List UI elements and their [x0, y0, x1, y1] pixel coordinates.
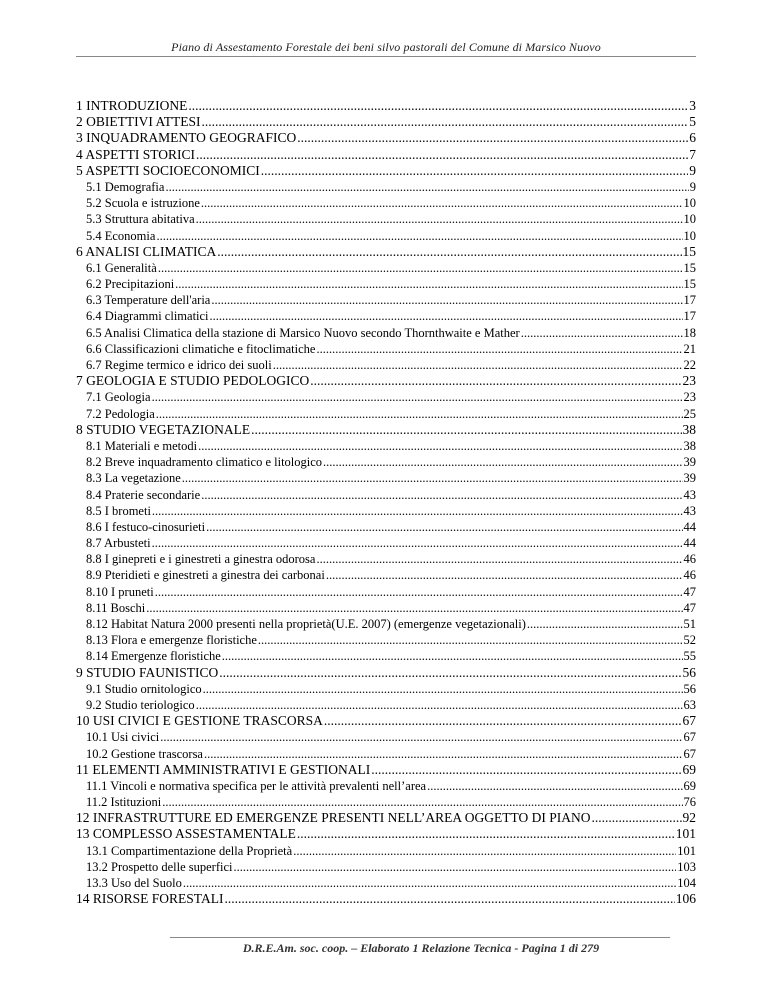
toc-dot-leader: [175, 276, 682, 292]
toc-entry[interactable]: [76, 632, 696, 648]
toc-dot-leader: [316, 341, 682, 357]
toc-entry-title: 8.5 I brometi: [86, 503, 151, 518]
toc-dot-leader: [293, 843, 676, 859]
toc-entry-title: 11.2 Istituzioni: [86, 795, 162, 810]
toc-dot-leader: [183, 875, 676, 891]
toc-entry-page: 101: [675, 826, 696, 842]
toc-dot-leader: [323, 454, 682, 470]
toc-entry-title: 8.8 I ginepreti e i ginestreti a ginestra odorosa: [86, 552, 316, 567]
toc-dot-leader: [234, 859, 677, 875]
toc-dot-leader: [206, 519, 682, 535]
toc-dot-leader: [152, 535, 683, 551]
toc-entry[interactable]: [76, 292, 696, 308]
toc-entry-title: 8.10 I pruneti: [86, 584, 154, 599]
toc-entry[interactable]: [76, 665, 696, 681]
toc-entry[interactable]: [76, 681, 696, 697]
toc-entry[interactable]: [76, 891, 696, 907]
toc-entry-page: 69: [682, 761, 696, 777]
toc-dot-leader: [261, 163, 688, 179]
toc-entry-title: 13.3 Uso del Suolo: [86, 876, 182, 890]
toc-dot-leader: [196, 147, 688, 163]
toc-dot-leader: [316, 551, 682, 567]
toc-entry-page: 76: [683, 795, 696, 810]
toc-entry[interactable]: [76, 859, 696, 875]
toc-entry[interactable]: [76, 729, 696, 745]
toc-dot-leader: [211, 292, 682, 308]
toc-dot-leader: [162, 794, 682, 810]
toc-dot-leader: [258, 632, 683, 648]
toc-entry-title: 7.1 Geologia: [86, 390, 151, 405]
toc-entry-title: 9.1 Studio ornitologico: [86, 681, 202, 696]
toc-entry[interactable]: [76, 341, 696, 357]
toc-entry-page: 17: [683, 293, 696, 308]
toc-entry[interactable]: [76, 584, 696, 600]
toc-dot-leader: [591, 810, 681, 826]
toc-entry[interactable]: [76, 260, 696, 276]
toc-entry-title: 8.12 Habitat Natura 2000 presenti nella proprietà(U.E. 2007) (emergenze vegetazionali): [86, 617, 526, 631]
toc-entry-page: 47: [683, 600, 696, 615]
page-header: Piano di Assestamento Forestale dei beni silvo pastorali del Comune di Marsico Nuovo: [171, 40, 601, 54]
toc-entry-page: 63: [683, 697, 696, 712]
toc-entry-title: 6.2 Precipitazioni: [86, 277, 175, 292]
toc-entry[interactable]: [76, 422, 696, 438]
toc-entry-title: 6 ANALISI CLIMATICA: [76, 243, 217, 259]
toc-entry[interactable]: [76, 406, 696, 422]
toc-entry-page: 15: [682, 243, 696, 259]
toc-entry-page: 92: [682, 810, 696, 826]
toc-entry[interactable]: [76, 762, 696, 778]
toc-dot-leader: [521, 325, 683, 341]
toc-entry[interactable]: [76, 535, 696, 551]
toc-entry[interactable]: [76, 875, 696, 891]
toc-dot-leader: [210, 308, 683, 324]
toc-entry-page: 67: [682, 713, 696, 729]
toc-dot-leader: [251, 422, 681, 438]
toc-entry-title: 5 ASPETTI SOCIOECONOMICI: [76, 162, 260, 178]
toc-entry[interactable]: [76, 98, 696, 114]
toc-entry-title: 13 COMPLESSO ASSESTAMENTALE: [76, 826, 296, 842]
toc-entry[interactable]: [76, 130, 696, 146]
toc-entry[interactable]: [76, 826, 696, 842]
toc-dot-leader: [204, 746, 683, 762]
toc-entry-page: 9: [689, 179, 696, 194]
toc-entry-page: 103: [677, 859, 696, 874]
toc-entry-title: 5.4 Economia: [86, 228, 156, 243]
toc-entry-page: 22: [683, 358, 696, 372]
toc-dot-leader: [165, 179, 688, 195]
toc-entry[interactable]: [76, 519, 696, 535]
toc-dot-leader: [297, 826, 675, 842]
toc-dot-leader: [201, 195, 683, 211]
toc-entry-title: 8.3 La vegetazione: [86, 471, 181, 486]
toc-dot-leader: [152, 389, 683, 405]
toc-entry[interactable]: [76, 454, 696, 470]
toc-dot-leader: [326, 567, 683, 583]
page-footer: D.R.E.Am. soc. coop. – Elaborato 1 Relazione Tecnica - Pagina 1 di 279: [242, 941, 600, 955]
toc-entry[interactable]: [76, 600, 696, 616]
toc-entry-title: 8.7 Arbusteti: [86, 536, 151, 551]
toc-dot-leader: [196, 697, 683, 713]
toc-entry-page: 9: [689, 162, 696, 178]
toc-entry-page: 23: [683, 390, 696, 405]
toc-entry-title: 10.2 Gestione trascorsa: [86, 746, 203, 761]
toc-entry-page: 106: [675, 891, 696, 907]
toc-entry-page: 55: [683, 649, 696, 664]
toc-entry[interactable]: [76, 325, 696, 341]
toc-dot-leader: [158, 260, 683, 276]
toc-entry-page: 43: [683, 503, 696, 518]
table-of-contents: [76, 98, 696, 907]
toc-dot-leader: [224, 891, 674, 907]
toc-entry[interactable]: [76, 746, 696, 762]
toc-entry-title: 6.5 Analisi Climatica della stazione di Marsico Nuovo secondo Thornthwaite e Mather: [86, 325, 520, 340]
toc-dot-leader: [222, 648, 683, 664]
toc-entry-title: 6.7 Regime termico e idrico dei suoli: [86, 358, 272, 372]
toc-entry-title: 11 ELEMENTI AMMINISTRATIVI E GESTIONALI: [76, 761, 371, 777]
toc-entry-page: 18: [683, 325, 696, 340]
toc-dot-leader: [297, 130, 688, 146]
toc-entry-title: 8.11 Boschi: [86, 600, 146, 615]
toc-entry-page: 10: [683, 196, 696, 211]
toc-entry-title: 8.9 Pteridieti e ginestreti a ginestra dei carbonai: [86, 568, 325, 583]
toc-entry-title: 6.4 Diagrammi climatici: [86, 309, 209, 324]
toc-entry-page: 52: [683, 633, 696, 648]
toc-entry-page: 15: [683, 277, 696, 292]
toc-entry-title: 5.3 Struttura abitativa: [86, 212, 195, 227]
toc-entry-page: 101: [677, 843, 696, 858]
toc-entry-page: 15: [683, 260, 696, 275]
toc-dot-leader: [156, 406, 683, 422]
toc-entry-title: 14 RISORSE FORESTALI: [76, 891, 224, 907]
toc-entry[interactable]: [76, 794, 696, 810]
toc-entry-page: 47: [683, 584, 696, 599]
toc-dot-leader: [427, 778, 682, 794]
toc-entry-page: 67: [683, 746, 696, 761]
toc-entry-page: 39: [683, 455, 696, 470]
toc-dot-leader: [188, 98, 688, 114]
toc-entry-page: 46: [683, 552, 696, 567]
toc-entry[interactable]: [76, 228, 696, 244]
toc-dot-leader: [155, 584, 683, 600]
toc-entry[interactable]: [76, 697, 696, 713]
toc-entry[interactable]: [76, 389, 696, 405]
toc-entry[interactable]: [76, 195, 696, 211]
toc-dot-leader: [217, 244, 681, 260]
toc-dot-leader: [201, 487, 682, 503]
toc-entry-page: 21: [683, 341, 696, 356]
toc-entry[interactable]: [76, 810, 696, 826]
toc-entry[interactable]: [76, 438, 696, 454]
toc-entry[interactable]: [76, 211, 696, 227]
toc-entry-title: 11.1 Vincoli e normativa specifica per le attività prevalenti nell’area: [86, 778, 427, 793]
toc-dot-leader: [203, 681, 683, 697]
toc-entry-page: 104: [677, 876, 696, 890]
toc-dot-leader: [371, 762, 681, 778]
toc-entry[interactable]: [76, 487, 696, 503]
toc-entry-title: 10.1 Usi civici: [86, 730, 160, 745]
toc-dot-leader: [273, 357, 683, 373]
toc-dot-leader: [196, 211, 683, 227]
toc-entry[interactable]: [76, 308, 696, 324]
toc-entry-page: 43: [683, 487, 696, 502]
toc-dot-leader: [152, 503, 683, 519]
toc-entry-page: 10: [683, 212, 696, 227]
toc-entry-title: 9.2 Studio teriologico: [86, 697, 195, 712]
toc-entry[interactable]: [76, 276, 696, 292]
toc-dot-leader: [182, 470, 683, 486]
toc-entry-page: 56: [682, 664, 696, 680]
toc-entry[interactable]: [76, 551, 696, 567]
toc-entry-title: 7.2 Pedologia: [86, 406, 155, 421]
toc-dot-leader: [219, 665, 681, 681]
toc-entry-title: 8.1 Materiali e metodi: [86, 438, 198, 453]
toc-entry-page: 25: [683, 406, 696, 421]
toc-entry-title: 13.2 Prospetto delle superfici: [86, 859, 233, 874]
toc-entry[interactable]: [76, 616, 696, 632]
toc-entry[interactable]: [76, 503, 696, 519]
toc-dot-leader: [160, 729, 682, 745]
toc-entry-page: 38: [682, 421, 696, 437]
toc-dot-leader: [201, 114, 688, 130]
toc-entry-page: 51: [683, 617, 696, 631]
toc-entry-title: 12 INFRASTRUTTURE ED EMERGENZE PRESENTI NELL’AREA OGGETTO DI PIANO: [76, 810, 591, 826]
toc-entry-title: 8 STUDIO VEGETAZIONALE: [76, 421, 251, 437]
toc-dot-leader: [156, 228, 682, 244]
toc-entry-title: 3 INQUADRAMENTO GEOGRAFICO: [76, 130, 297, 146]
toc-entry-title: 7 GEOLOGIA E STUDIO PEDOLOGICO: [76, 373, 310, 389]
toc-entry[interactable]: [76, 648, 696, 664]
toc-entry-page: 38: [683, 438, 696, 453]
toc-entry[interactable]: [76, 373, 696, 389]
toc-entry[interactable]: [76, 713, 696, 729]
toc-entry-page: 67: [683, 730, 696, 745]
toc-entry-title: 4 ASPETTI STORICI: [76, 146, 196, 162]
toc-entry-title: 9 STUDIO FAUNISTICO: [76, 664, 219, 680]
header-divider: [76, 56, 696, 57]
toc-entry-page: 39: [683, 471, 696, 486]
toc-dot-leader: [146, 600, 682, 616]
toc-entry-page: 46: [683, 568, 696, 583]
toc-entry-page: 56: [683, 681, 696, 696]
toc-entry[interactable]: [76, 244, 696, 260]
toc-entry-title: 10 USI CIVICI E GESTIONE TRASCORSA: [76, 713, 323, 729]
toc-entry-page: 44: [683, 536, 696, 551]
toc-entry-title: 8.2 Breve inquadramento climatico e litologico: [86, 455, 323, 470]
toc-entry[interactable]: [76, 147, 696, 163]
toc-entry-title: 8.4 Praterie secondarie: [86, 487, 201, 502]
toc-entry-title: 8.14 Emergenze floristiche: [86, 649, 221, 664]
toc-dot-leader: [527, 616, 683, 632]
toc-entry-page: 17: [683, 309, 696, 324]
toc-entry-title: 8.6 I festuco-cinosurieti: [86, 519, 206, 534]
footer-divider: [170, 937, 670, 938]
toc-entry[interactable]: [76, 357, 696, 373]
toc-entry-page: 10: [683, 228, 696, 243]
toc-entry-title: 8.13 Flora e emergenze floristiche: [86, 633, 257, 648]
toc-entry[interactable]: [76, 163, 696, 179]
toc-entry-title: 13.1 Compartimentazione della Proprietà: [86, 843, 293, 858]
toc-entry-page: 23: [682, 373, 696, 389]
toc-entry-title: 5.1 Demografia: [86, 179, 165, 194]
toc-entry[interactable]: [76, 778, 696, 794]
toc-entry[interactable]: [76, 843, 696, 859]
toc-entry-page: 44: [683, 519, 696, 534]
toc-entry-page: 6: [689, 130, 696, 146]
toc-dot-leader: [324, 713, 682, 729]
toc-dot-leader: [198, 438, 682, 454]
toc-entry-page: 3: [689, 98, 696, 113]
toc-entry[interactable]: [76, 567, 696, 583]
toc-dot-leader: [310, 373, 681, 389]
toc-entry[interactable]: [76, 179, 696, 195]
toc-entry-title: 1 INTRODUZIONE: [76, 98, 188, 113]
toc-entry-title: 5.2 Scuola e istruzione: [86, 196, 200, 211]
toc-entry-page: 7: [689, 146, 696, 162]
toc-entry[interactable]: [76, 470, 696, 486]
toc-entry-title: 2 OBIETTIVI ATTESI: [76, 114, 201, 130]
toc-entry[interactable]: [76, 114, 696, 130]
toc-entry-title: 6.6 Classificazioni climatiche e fitoclimatiche: [86, 341, 316, 356]
toc-entry-page: 69: [683, 778, 696, 793]
toc-entry-page: 5: [689, 114, 696, 130]
toc-entry-title: 6.3 Temperature dell'aria: [86, 293, 211, 308]
toc-entry-title: 6.1 Generalità: [86, 260, 157, 275]
